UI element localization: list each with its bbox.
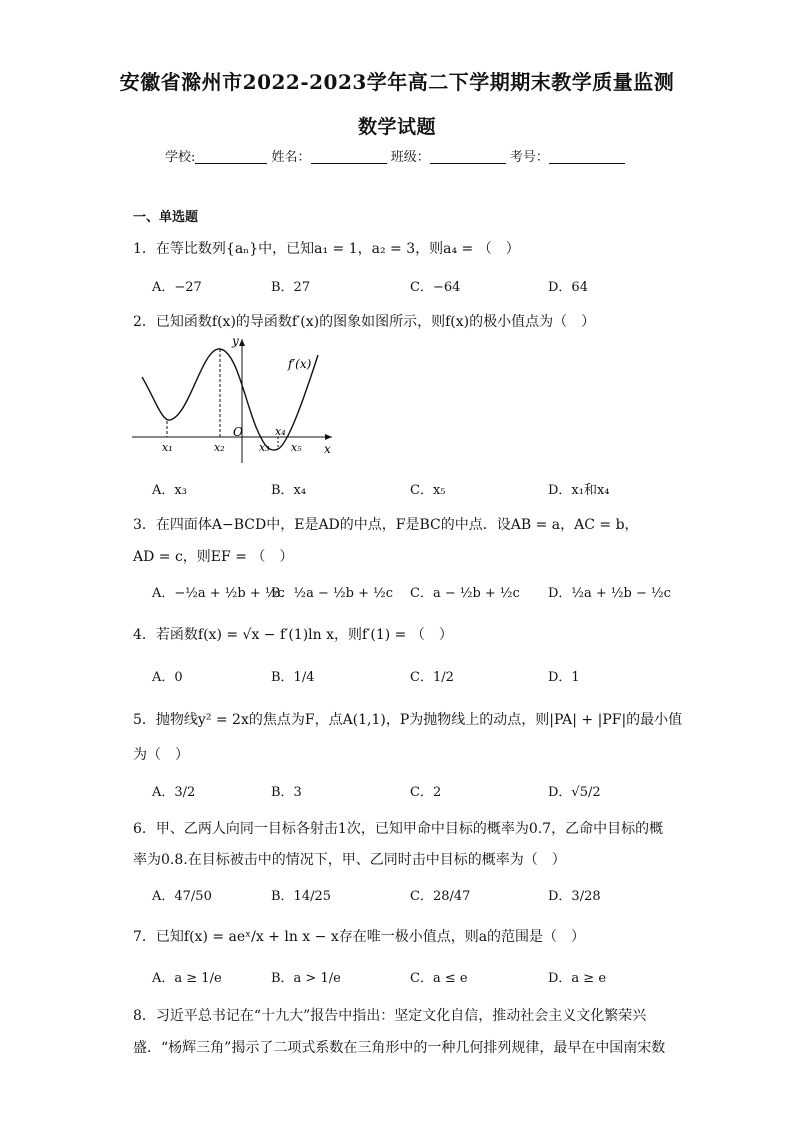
- option-c: C．28/47: [410, 889, 471, 904]
- name-label: 姓名：: [271, 150, 311, 165]
- option-c: C．−64: [410, 280, 461, 295]
- school-label: 学校:: [165, 150, 196, 165]
- x-axis-arrow: [325, 434, 332, 440]
- number-blank[interactable]: [549, 149, 625, 164]
- option-a: A．0: [152, 670, 183, 685]
- option-b: B．1/4: [271, 670, 315, 685]
- question-6-stem-line2: 率为0.8.在目标被击中的情况下，甲、乙同时击中目标的概率为（ ）: [133, 852, 566, 868]
- section-heading: 一、单选题: [133, 210, 199, 225]
- question-3-stem-line2: AD = c，则EF = （ ）: [133, 549, 294, 565]
- x3-label: x₃: [259, 441, 270, 454]
- exam-title: 安徽省滁州市2022-2023学年高二下学期期末教学质量监测: [119, 70, 675, 94]
- option-a: A．47/50: [152, 889, 212, 904]
- option-a: A．x₃: [152, 483, 187, 498]
- option-a: A．a ≥ 1/e: [152, 971, 222, 986]
- y-axis-arrow: [239, 339, 245, 346]
- option-c: C．2: [410, 785, 442, 800]
- x2-label: x₂: [214, 441, 225, 454]
- number-label: 考号：: [509, 150, 549, 165]
- option-c: C．a − ½b + ½c: [410, 586, 520, 601]
- option-b: B．a > 1/e: [271, 971, 341, 986]
- option-d: D．x₁和x₄: [548, 483, 610, 498]
- name-blank[interactable]: [311, 149, 387, 164]
- x1-label: x₁: [162, 441, 173, 454]
- question-1-stem: 1．在等比数列{aₙ}中，已知a₁ = 1，a₂ = 3，则a₄ = （ ）: [133, 241, 520, 257]
- option-d: D．a ≥ e: [548, 971, 607, 986]
- option-b: B．3: [271, 785, 302, 800]
- x-axis-label: x: [324, 442, 331, 456]
- class-label: 班级：: [390, 150, 430, 165]
- derivative-graph: [132, 337, 342, 465]
- school-blank[interactable]: [195, 149, 267, 164]
- class-blank[interactable]: [430, 149, 506, 164]
- option-c: C．x₅: [410, 483, 446, 498]
- option-a: A．−27: [152, 280, 202, 295]
- origin-label: O: [233, 425, 243, 439]
- option-b: B．½a − ½b + ½c: [271, 586, 394, 601]
- x5-label: x₅: [291, 441, 302, 454]
- option-c: C．1/2: [410, 670, 454, 685]
- option-d: D．1: [548, 670, 580, 685]
- option-b: B．x₄: [271, 483, 307, 498]
- question-8-stem-line2: 盛．“杨辉三角”揭示了二项式系数在三角形中的一种几何排列规律，最早在中国南宋数: [133, 1040, 666, 1056]
- question-5-stem-line1: 5．抛物线y² = 2x的焦点为F，点A(1,1)，P为抛物线上的动点，则|PA| + |PF|的最小值: [133, 712, 683, 728]
- option-d: D．√5/2: [548, 785, 601, 800]
- option-a: A．3/2: [152, 785, 196, 800]
- y-axis-label: y: [232, 337, 239, 348]
- option-b: B．27: [271, 280, 311, 295]
- question-8-stem-line1: 8．习近平总书记在“十九大”报告中指出：坚定文化自信，推动社会主义文化繁荣兴: [133, 1008, 647, 1024]
- question-3-stem-line1: 3．在四面体A−BCD中，E是AD的中点，F是BC的中点．设AB = a，AC = b，: [133, 517, 639, 533]
- student-info-line: [165, 146, 625, 165]
- question-7-stem: 7．已知f(x) = aeˣ/x + ln x − x存在唯一极小值点，则a的范围是（ ）: [133, 929, 586, 945]
- option-c: C．a ≤ e: [410, 971, 468, 986]
- x4-label: x₄: [275, 425, 286, 438]
- option-d: D．3/28: [548, 889, 601, 904]
- question-6-stem-line1: 6．甲、乙两人向同一目标各射击1次，已知甲命中目标的概率为0.7，乙命中目标的概: [133, 821, 664, 837]
- exam-subtitle: 数学试题: [357, 116, 436, 138]
- option-b: B．14/25: [271, 889, 332, 904]
- curve-label: f′(x): [288, 357, 312, 371]
- option-d: D．64: [548, 280, 588, 295]
- question-2-stem: 2．已知函数f(x)的导函数f′(x)的图象如图所示，则f(x)的极小值点为（ ）: [133, 314, 596, 330]
- question-5-stem-line2: 为（ ）: [133, 747, 189, 763]
- option-d: D．½a + ½b − ½c: [548, 586, 671, 601]
- question-4-stem: 4．若函数f(x) = √x − f′(1)ln x，则f′(1) = （ ）: [133, 627, 453, 643]
- option-a: A．−½a + ½b + ½c: [152, 586, 285, 601]
